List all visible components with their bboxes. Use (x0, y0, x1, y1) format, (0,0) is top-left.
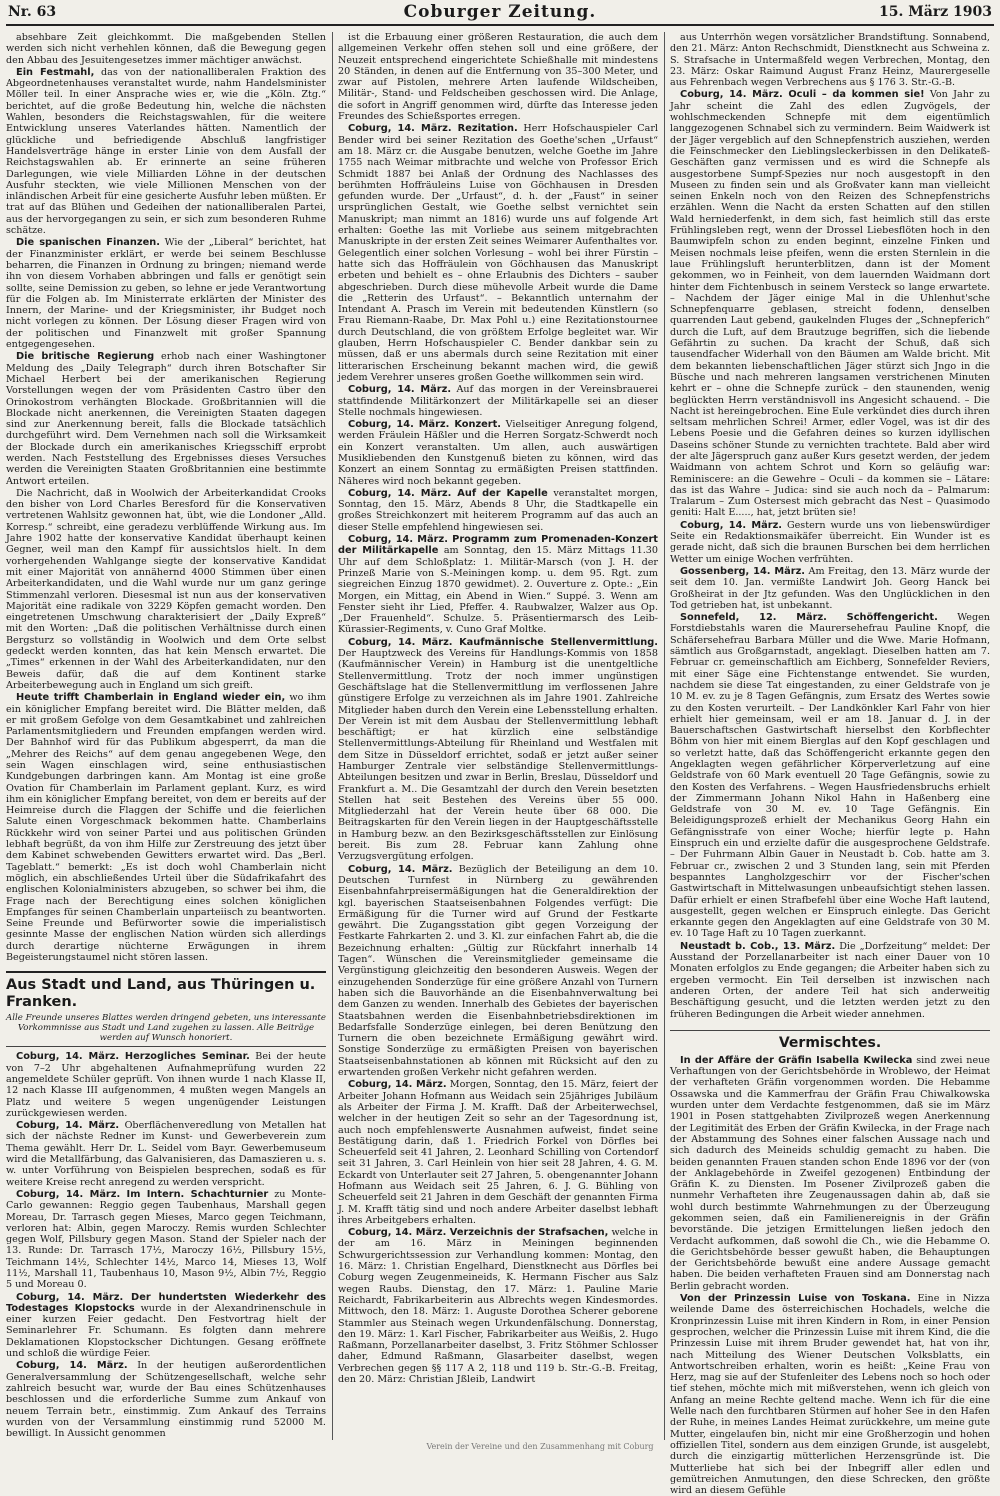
article-headline: Coburg, 14. März. Programm zum Promenaden-Konzert der Militärkapelle (338, 534, 658, 557)
column-1 (6, 32, 326, 1440)
section-heading: Vermischtes. (670, 1030, 990, 1051)
article-text: welche in der am 16. März in Meiningen beginnenden Schwurgerichtssession zur Verhandlung kommen: Montag, den 16. März: 1. Christian Engelhard, Dienstknecht aus Dörfles bei Coburg wegen Zeugenmeineids, K. Hermann Fischer aus Salz wegen Raubs. Dienstag, den 17. März: 1. Pauline Marie Reichardt, Fabrikarbeiterin aus Albrechts wegen Kindesmordes. Mittwoch, den 18. März: 1. Auguste Dorothea Scherer geborene Stammler aus Steinach wegen Urkundenfälschung. Donnerstag, den 19. März: 1. Karl Fischer, Fabrikarbeiter aus Weißis, 2. Hugo Raßmann, Porzellanarbeiter daselbst, 3. Fritz Stöhmer Schlosser daher, Edmund Raßmann, Glasarbeiter daselbst, wegen Verbrechen gegen §§ 117 A 2, 118 und 119 b. Str.-G.-B. Freitag, den 20. März: Christian Jßleib, Landwirt (338, 1227, 658, 1386)
article-paragraph (6, 692, 326, 963)
article-headline: Coburg, 14. März. (348, 863, 453, 875)
article-paragraph (338, 488, 658, 533)
article-text: Die „Dorfzeitung“ meldet: Der Ausstand der Porzellanarbeiter ist nach einer Dauer von 10 Monaten erfolglos zu Ende gegangen; die Arbeiter haben sich zu ergeben vermocht. Ein Teil derselben ist inzwischen nach anderen Orten, der andere Teil hat sich anderweitig Beschäftigung gesucht, und die letzten werden jetzt zu den früheren Bedingungen die Arbeit wieder annehmen. (670, 940, 990, 1020)
article-paragraph (6, 32, 326, 66)
article-headline: Coburg, 14. März. (348, 1079, 447, 1091)
article-text: wo ihm ein königlicher Empfang bereitet wird. Die Blätter melden, daß er mit großem Gefolge von dem Gesamtkabinet und zahlreichen Parlamentsmitgliedern und Freunden empfangen werden wird. Der Bahnhof wird für das Publikum abgesperrt, da man die „Mehrer des Reichs“ auf dem genau angegebenen Wege, den sein Wagen einschlagen wird, seine enthusiastischen Kundgebungen darbringen kann. Am Montag ist eine große Ovation für Chamberlain im Parlament geplant. Kurz, es wird ihm ein königlicher Empfang bereitet, von dem er bereits auf der Heimreise durch die Flaggen der Schiffe und die feierlichen Salute einen Vorgeschmack bekommen hatte. Chamberlains Rückkehr wird von seiner Partei und aus politischen Gründen lebhaft begrüßt, da von ihm Hilfe zur Zerstreuung des jetzt über dem Kabinet schwebenden Gewitters erwartet wird. Das „Berl. Tageblatt.“ bemerkt: „Es ist doch wohl Chamberlain nicht möglich, ein abschließendes Urteil über die Südafrikafahrt des englischen Kolonialministers abzugeben, so schwer bei ihm, die Frage nach der Berechtigung eines solchen königlichen Empfanges für seinen Chamberlain unparteiisch zu beantworten. Seine Freunde und Befürworter sowie die imperialistisch gesinnte Masse der englischen Nation würden sich allerdings durch derartige nüchterne Erwägungen in ihrem Begeisterungstaumel nicht stören lassen. (6, 692, 326, 964)
article-text: Bezüglich der Beteiligung an dem 10. Deutschen Turnfest in Nürnberg zu gewährenden Eisenbahnfahrpreisermäßigungen hat die Generaldirektion der kgl. bayerischen Staatseisenbahnen Folgendes verfügt: Die Ermäßigung für die Turner wird auf Grund der Festkarte gewährt. Die Zugangsstation gibt gegen Vorzeigung der Festkarte Fahrkarten 2. und 3. Kl. zur einfachen Fahrt ab, die die Bezeichnung erhalten: „Gültig zur Rückfahrt innerhalb 14 Tagen“. Wünschen die Vereinsmitglieder gemeinsame die Vergünstigung gleichzeitig den besonderen Ausweis. Wegen der einzugehenden Sonderzüge für eine größere Anzahl von Turnern haben sich die Bauvorhände an die Eisenbahnverwaltung bei dem Ganzen zu wenden. Innerhalb des Gebietes der bayerischen Staatsbahnen werden die Eisenbahnbetriebsdirektionen im Bedarfsfalle Sonderzüge einlegen, bei deren Benützung den Turnern die oben bezeichnete Ermäßigung gewährt wird. Sonstige Sonderzüge zu ermäßigten Preisen von bayerischen Staatseisenbahnstationen ab können mit Rücksicht auf den zu erwartenden großen Verkehr nicht gefahren werden. (338, 863, 658, 1079)
article-paragraph (338, 32, 658, 122)
section-heading: Aus Stadt und Land, aus Thüringen u. Franken. (6, 971, 326, 1011)
article-paragraph (6, 351, 326, 487)
article-headline: Sonnefeld, 12. März. Schöffengericht. (680, 612, 938, 624)
page-footer: Verein der Vereine und den Zusammenhang mit Coburg (426, 1442, 654, 1451)
issue-date: 15. März 1903 (879, 4, 992, 20)
article-headline: Coburg, 14. März. Der hundertsten Wiederkehr des Todestages Klopstocks (6, 1291, 326, 1314)
article-paragraph (6, 1189, 326, 1291)
article-paragraph (670, 566, 990, 611)
section-notice: Alle Freunde unseres Blattes werden dringend gebeten, uns interessante Vorkommnisse aus Stadt und Land zugehen zu lassen. Alle Beiträge werden auf Wunsch honoriert. (6, 1013, 326, 1047)
column-divider (664, 32, 665, 1440)
article-headline: Von der Prinzessin Luise von Toskana. (680, 1293, 911, 1305)
article-text: Wie der „Liberal“ berichtet, hat der Finanzminister erklärt, er werde bei seinem Beschlusse beharren, die Finanzen in Ordnung zu bringen; niemand werde ihn von diesem Vorhaben abbringen und falls er genötigt sein sollte, seine Demission zu geben, so lehne er jede Verantwortung für die Folgen ab. Im Ministerrate erklärten der Minister des Innern, der Marine- und der Kriegsminister, ihr Budget noch nicht vorlegen zu können. Der Lösung dieser Fragen wird von der politischen und Finanzwelt mit großer Spannung entgegengesehen. (6, 237, 326, 351)
article-text: erhob nach einer Washingtoner Meldung des „Daily Telegraph“ durch ihren Botschafter Sir Michael Herbert bei der amerikanischen Regierung Vorstellungen wegen der vom Präsidenten Castro über den Orinokostrom verhängten Blockade. Großbritannien will die Blockade nicht anerkennen, die Vereinigten Staaten dagegen sind zur Anerkennung bereit, falls die Blockade tatsächlich durchgeführt wird. Dem Vernehmen nach soll die Wirksamkeit der Blockade durch ein amerikanisches Kriegsschiff erprobt werden. Nach Feststellung des Ergebnisses dieses Versuches werden die Vereinigten Staaten Großbritannien eine bestimmte Antwort erteilen. (6, 351, 326, 487)
article-text: Auf das morgen in der Vereinsbrauerei stattfindende Militärkonzert der Militärkapelle sei an dieser Stelle nochmals hingewiesen. (338, 384, 659, 418)
article-text: Herr Hofschauspieler Carl Bender wird bei seiner Rezitation des Goethe'schen „Urfaust“ am 18. März cr. die Ausgabe benutzen, welche Goethe im Jahre 1755 nach Weimar mitbrachte und welche von Professor Erich Schmidt 1887 bei Anlaß der Ordnung des Nachlasses des berühmten Hoffräuleins Luise von Göchhausen in Dresden gefunden wurde. Der „Urfaust“, d. h. der „Faust“ in seiner ursprünglichen Gestalt, wie Goethe selbst vernichtet sein Manuskript; man nimmt an 1816) wurde uns auf folgende Art erhalten: Goethe las mit Vorliebe aus seinem mitgebrachten Manuskripte in der ersten Zeit seines Weimarer Aufenthaltes vor. Gelegentlich einer solchen Vorlesung – wohl bei ihrer Fürstin – hatte sich das Hoffräulein von Göchhausen das Manuskript erbeten und behielt es – ohne Erlaubnis des Dichters – sauber abgeschrieben. Durch diese mühevolle Arbeit wurde die Dame die „Retterin des Urfaust“. – Bekanntlich unternahm der Intendant A. Prasch im Verein mit bedeutenden Künstlern (so Frau Riemann-Raabe, Dr. Max Pohl u.) eine Rezitationstournee durch Deutschland, die von größtem Erfolge begleitet war. Wir glauben, Herrn Hofschauspieler C. Bender dankbar sein zu müssen, daß er uns abermals durch seine Rezitation mit einer litterarischen Erscheinung bekannt machen wird, die gewiß jedem Verehrer unseres großen Goethe willkommen sein wird. (338, 123, 658, 383)
article-paragraph (6, 488, 326, 691)
article-headline: Coburg, 14. März. Im Intern. Schachturnier (16, 1188, 269, 1200)
article-text: Am Freitag, den 13. März wurde der seit dem 10. Jan. vermißte Landwirt Joh. Georg Hanck bei Großheirat in der Jtz gefunden. Was den Unglücklichen in den Tod getrieben hat, ist unbekannt. (670, 565, 990, 611)
article-text: Bei der heute von 7–2 Uhr abgehaltenen Aufnahmeprüfung wurden 22 angemeldete Schüler geprüft. Von ihnen wurde 1 nach Klasse II, 12 nach Klasse III aufgenommen, 4 mußten wegen Mangels an Platz und weitere 5 wegen ungenügender Leistungen zurückgewiesen werden. (6, 1051, 326, 1119)
article-text: Der Hauptzweck des Vereins für Handlungs-Kommis von 1858 (Kaufmännischer Verein) in Hamburg ist die unentgeltliche Stellenvermittlung. Trotz der noch immer ungünstigen Geschäftslage hat die Stellenvermittlung im verflossenen Jahre günstigere Erfolge zu verzeichnen als im Jahre 1901. Zahlreiche Mitglieder haben durch den Verein eine Lebensstellung erhalten. Der Verein ist mit dem Ausbau der Stellenvermittlung lebhaft beschäftigt; er hat kürzlich eine selbständige Stellenvermittlungs-Abteilung für Rheinland und Westfalen mit dem Sitze in Düsseldorf errichtet, sodaß er jetzt außer seiner Hamburger Zentrale vier selbständige Stellenvermittlungs-Abteilungen besitzen und zwar in Berlin, Breslau, Düsseldorf und Frankfurt a. M.. Die Gesamtzahl der durch den Verein besetzten Stellen hat seit Bestehen des Vereins über 55 000. Mitgliederzahl hat der Verein heute über 68 000. Die Beitragskarten für den Verein liegen in der Hauptgeschäftsstelle in Hamburg bezw. an den Bezirksgeschäftsstellen zur Einlösung bereit. Bis zum 28. Februar kann Zahlung ohne Verzugsvergütung erfolgen. (338, 648, 658, 863)
article-headline: Coburg, 14. März. Oculi – da kommen sie! (680, 89, 925, 101)
article-text: absehbare Zeit gleichkommt. Die maßgebenden Stellen werden sich nicht verhehlen können, daß die Bewegung gegen den Abbau des Jesuitengesetzes immer mächtiger anwächst. (6, 32, 326, 66)
column-divider (332, 32, 333, 1440)
article-paragraph (338, 864, 658, 1079)
article-text: Wegen Forstdiebstahls waren die Maurersehefrau Pauline Knopf, die Schäfersehefrau Barbara Müller und die Wwe. Marie Hofmann, sämtlich aus Großgarnstadt, angeklagt. Dieselben hatten am 7. Februar cr. gemeinschaftlich am Eichberg, Sonnefelder Reviers, mit einer Säge eine Fichtenstange entwendet. Sie wurden, nachdem sie diese Tat eingestanden, zu einer Geldstrafe von je 10 M. ev. zu je 8 Tagen Gefängnis, zum Ersatz des Wertes sowie zu den Kosten verurteilt. – Der Landkönkler Karl Fahr von hier erhielt hier gemeinsam, weil er am 18. Januar d. J. in der Bauerschaftschen Gastwirtschaft hierselbst den Korbflechter Böhm von hier mit einem Bierglas auf den Kopf geschlagen und so verletzt hatte, daß das Schöffengericht erkannte gegen den Angeklagten wegen gefährlicher Körperverletzung auf eine Geldstrafe von 60 Mark eventuell 20 Tage Gefängnis, sowie zu den Kosten des Verfahrens. – Wegen Hausfriedensbruchs erhielt der Zimmermann Johann Nikol Hahn in Haßenberg eine Geldstrafe von 30 M. ev. 10 Tage Gefängnis. Ein Beleidigungsprozeß erhielt der Mechanikus Georg Hahn ein Gefängnisstrafe von einer Woche; hierfür legte p. Hahn Einspruch ein und erzielte dafür die ausgesprochene Geldstrafe. – Der Fuhrmann Albin Gauer in Neustadt b. Cob. hatte am 3. Februar cr., zwischen 2 und 3 Stunden lang, sein mit Pferden bespanntes Langholzgeschirr vor der Fischer'schen Gastwirtschaft in Mittelwasungen unbeaufsichtigt stehen lassen. Dafür erhielt er einen Strafbefehl über eine Woche Haft lautend, ausgestellt, gegen welchen er Einspruch einlegte. Das Gericht erkannte gegen den Angeklagten auf eine Geldstrafe von 30 M. ev. 10 Tage Haft zu 10 Tagen zuerkannt. (670, 612, 990, 940)
article-text: Oberflächenveredlung von Metallen hat sich der nächste Redner im Kunst- und Gewerbeverein zum Thema gewählt. Herr Dr. L. Seidel vom Bayr. Gewerbemuseum wird die Metallfärbung, das Galvanisieren, das Damaszieren u. s. w. unter Vorführung von Beispielen besprechen, sodaß es für weitere Kreise recht anregend zu werden verspricht. (6, 1120, 327, 1188)
article-text: In der heutigen außerordentlichen Generalversammlung der Schützengesellschaft, welche sehr zahlreich besucht war, wurde der Bau eines Schützenhauses beschlossen und die erforderliche Summe zum Ankauf von neuem Terrain betr., einstimmig. Zum Ankauf des Terrains wurden von der Versammlung einstimmig rund 52000 M. bewilligt. In Aussicht genommen (6, 1360, 327, 1440)
article-paragraph (670, 612, 990, 940)
article-headline: Coburg, 14. März. (16, 1360, 128, 1372)
article-headline: Coburg, 14. März. (680, 519, 783, 531)
article-paragraph (670, 32, 990, 88)
article-paragraph (338, 534, 658, 636)
article-paragraph (6, 237, 326, 350)
article-paragraph (338, 384, 658, 418)
article-headline: Coburg, 14. März. Kaufmännische Stellenvermittlung. (348, 636, 658, 648)
article-headline: Heute trifft Chamberlain in England wieder ein, (16, 692, 286, 704)
article-text: Vielseitiger Anregung folgend, werden Fräulein Häßler und die Herren Sorgatz-Schwerdt noch ein Konzert veranstalten. Um allen, auch auswärtigen Musikliebenden den Kunstgenuß bieten zu können, wird das Konzert an einem Sonntag zu ermäßigten Preisen stattfinden. Näheres wird noch bekannt gegeben. (338, 419, 658, 487)
article-text: ist die Erbauung einer größeren Restauration, die auch dem allgemeinen Verkehr offen stehen soll und eine größere, der Neuzeit entsprechend eingerichtete Schießhalle mit mindestens 20 Ständen, in denen auf die Entfernung von 35–300 Meter, und zwar auf Pistolen, mehrere Arten laufende Wildscheiben, Militär-, Stand- und Feldscheiben geschossen wird. Die Anlage, die sofort in Angriff genommen wird, dürfte das Interesse jeden Freundes des Schießsportes erregen. (338, 32, 658, 123)
article-text: sind zwei neue Verhaftungen von der Gerichtsbehörde in Wroblewo, der Heimat der verhafteten Gräfin vorgenommen worden. Die Hebamme Ossawska und die Kammerfrau der Gräfin Frau Chiwalkowska wurden unter dem Verdachte festgenommen, daß sie im März 1901 in Posen stattgehabten Zivilprozeß wegen Anerkennung der Legitimität des Erben der Gräfin Kwilecka, in der Frage nach der Abstammung des Sohnes einer falschen Aussage nach und sich dadurch des Meineids schuldig gemacht zu haben. Die beiden genannten Frauen standen schon Ende 1896 vor der (von der Anklagebehörde in Zweifel gezogenen) Entbindung der Gräfin K. zu Diensten. Im Posener Zivilprozeß gaben die nunmehr Verhafteten ihre Zeugenaussagen dahin ab, daß sie wohl durch bestimmte Wahrnehmungen zu der Überzeugung gekommen seien, daß ein Familienereignis in der Gräfin bevorstände. Die jetzigen Ermittelungen ließen jedoch den Verdacht aufkommen, daß sowohl die Ch., wie die Hebamme O. die Gerichtsbehörde besser gewußt haben, die Behauptungen der Gerichtsbehörde bewußt eine andere Aussage gemacht haben. Die beiden verhafteten Frauen sind am Donnerstag nach Berlin gebracht worden. (670, 1054, 990, 1292)
article-text: aus Unterrhön wegen vorsätzlicher Brandstiftung. Sonnabend, den 21. März: Anton Rechschmidt, Dienstknecht aus Schweina z. S. Strafsache in Untermaßfeld wegen Verbrechen, Montag, den 23. März: Oskar Raimund August Franz Heinz, Maurergeselle aus Fehrenbach wegen Verbrechens aus § 176 3. Str.-G.-B. (670, 32, 990, 89)
article-text: veranstaltet morgen, Sonntag, den 15. März, Abends 8 Uhr, die Stadtkapelle ein großes Streichkonzert mit heiterem Programm auf das auch an dieser Stelle empfehlend hingewiesen sei. (338, 487, 658, 533)
article-headline: Coburg, 14. März. Rezitation. (348, 123, 518, 135)
article-paragraph (6, 1292, 326, 1360)
article-headline: Coburg, 14. März. (16, 1120, 120, 1132)
article-paragraph (338, 419, 658, 487)
article-headline: Die spanischen Finanzen. (16, 237, 160, 249)
article-text: am Sonntag, den 15. März Mittags 11.30 Uhr auf dem Schloßplatz: 1. Militär-Marsch (von J. H. der Prinzeß Marie von S.-Meiningen komp. u. dem 95. Rgt. zum siegreichen Einzug 1870 gewidmet). 2. Ouverture z. Opte.: „Ein Morgen, ein Mittag, ein Abend in Wien.“ Suppé. 3. Wenn am Fenster sieht ihr Lied, Pfeffer. 4. Raubwalzer, Walzer aus Op. „Der Frauenheld“. Schulze. 5. Präsentiermarsch des Leib-Kürassier-Regiments, v. Cuno Graf Moltke. (338, 545, 658, 636)
article-text: wurde in der Alexandrinenschule in einer kurzen Feier gedacht. Den Festvortrag hielt der Seminarlehrer Fr. Schumann. Es folgten dann mehrere Deklamationen Klopstockscher Dichtungen. Gesang eröffnete und schloß die würdige Feier. (6, 1302, 326, 1360)
article-headline: Coburg, 14. März. Konzert. (348, 419, 502, 431)
article-headline: Neustadt b. Cob., 13. März. (680, 940, 836, 952)
column-3 (670, 32, 990, 1496)
article-headline: Ein Festmahl, (16, 66, 95, 78)
article-paragraph (6, 1120, 326, 1188)
article-text: Die Nachricht, daß in Woolwich der Arbeiterkandidat Crooks den bisher von Lord Charles Beresford für die Konservativen vertretenen Wahlsitz gewonnen hat, übt, wie die Londoner „Alld. Korresp.“ schreibt, eine geradezu verblüffende Wirkung aus. Im Jahre 1902 hatte der konservative Kandidat überhaupt keinen Gegner, weil man den Kampf für aussichtslos hielt. In dem vorhergehenden Wahlgange siegte der konservative Kandidat mit einer Majorität von annähernd 4000 Stimmen über einen Arbeiterkandidaten, und die Wahl wurde nur um ganz geringe Stimmenzahl verloren. Diesesmal ist nun aus der konservativen Majorität eine radikale von 3229 Köpfen gemacht worden. Den eingetretenen Umschwung charakterisiert der „Daily Expreß“ mit den Worten: „Daß die politischen Verhältnisse durch einen Bergsturz so vollständig in Woolwich und dem Orte selbst gedeckt werden konnten, das hat kein Mensch erwartet. Die „Times“ erkennen in der Wahl des Arbeiterkandidaten, nur den Beweis dafür, daß die auf dem Kontinent starke Arbeiterbewegung auch in England um sich greift. (6, 487, 326, 691)
article-paragraph (338, 637, 658, 863)
article-paragraph (670, 89, 990, 518)
article-paragraph (670, 1293, 990, 1496)
article-paragraph (6, 1360, 326, 1439)
article-headline: Coburg, 14. März. Auf der Kapelle (348, 487, 548, 499)
article-paragraph (6, 67, 326, 236)
article-text: Morgen, Sonntag, den 15. März, feiert der Arbeiter Johann Hofmann aus Weidach sein 25jähriges Jubiläum als Arbeiter der Firma J. M. Krafft. Daß der Arbeiterwechsel, welcher in der heutigen Zeit so sehr an der Tagesordnung ist, auch noch empfehlenswerte Ausnahmen aufweist, findet seine Bestätigung darin, daß 1. Friedrich Forkel von Dörfles bei Scheuerfeld seit 41 Jahren, 2. Leonhard Schilling von Cortendorf seit 31 Jahren, 3. Carl Heinlein von hier seit 28 Jahren, 4. G. M. Eckardt von Unterlauter seit 27 Jahren, 5. obengenannter Johann Hofmann aus Weidach seit 25 Jahren, 6. J. G. Bühling von Scheuerfeld seit 21 Jahren in dem Geschäft der genannten Firma J. M. Krafft tätig sind und noch andere Arbeiter daselbst lebhaft ihres Arbeitgebers erhalten. (338, 1079, 658, 1226)
article-text: Eine in Nizza weilende Dame des österreichischen Hochadels, welche die Kronprinzessin Luise mit ihren Kindern in Rom, in einer Pension gesprochen, welcher die Prinzessin Luise mit ihrem Kind, die die Prinzessin Luise mit ihrem Bruder gewendet hat, hat von ihr, nach Mitteilung des Wiener Deutschen Volksblatts, ein Antwortschreiben erhalten, worin es heißt: „Keine Frau von Herz, mag sie auf der Stufenleiter des Lebens noch so hoch oder tief stehen, möchte mich mit mißverstehen, wenn ich gleich von Anfang an meine Rechte geltend mache. Wenn ich für die eine Welle nach den furchtbaren Stürmen auf hoher See in den Hafen der Ruhe, in meines Landes Heimat zurückkehre, um meine gute Mutter, eingelaufen bin, nicht mir eine Großherzogin und hohen offiziellen Titel, sondern aus dem einzigen Grunde, ist ausgelebt, durch die einzigartig mütterlichen Herzensgründe ist. Die Mutterliebe hat sich bei der Inbegriff aller edlen und gemütreichen Anmutungen, den diese Schrecken, den größte wird an diesem Gefühle (670, 1293, 990, 1496)
article-paragraph (338, 1227, 658, 1385)
article-paragraph (338, 1079, 658, 1226)
issue-number: Nr. 63 (8, 4, 57, 20)
article-text: zu Monte-Carlo gewannen: Reggio gegen Taubenhaus, Marshall gegen Moreau, Dr. Tarrasch gegen Mieses, Marco gegen Teichmann, verloren hat: Albin, gegen Maroczy. Remis wurden Schlechter gegen Wolf, Pillsbury gegen Mason. Stand der Spieler nach der 13. Runde: Dr. Tarrasch 17½, Maroczy 16½, Pillsbury 15½, Teichmann 14½, Schlechter 14½, Marco 14, Mieses 13, Wolf 11½, Marshall 11, Taubenhaus 10, Mason 9½, Albin 7½, Reggio 5 und Moreau 0. (6, 1188, 326, 1291)
article-text: das von der nationalliberalen Fraktion des Abgeordnetenhauses veranstaltet wurde, nahm Handelsminister Möller teil. In einer Ansprache wies er, wie die „Köln. Ztg.“ berichtet, auf die große Bedeutung hin, welche die nächsten Wahlen, besonders die Reichstagswahlen, für die weitere Entwicklung unseres Vaterlandes hätten. Namentlich der glückliche und befriedigende Abschluß langfristiger Handelsverträge hänge in erster Linie von dem Ausfall der Reichstagswahlen ab. Er erinnerte an seine früheren Darlegungen, wie viele Milliarden Löhne in der deutschen Ausfuhr steckten, wie viele Millionen Menschen von der inländischen Arbeit für eine gesicherte Ausfuhr leben müßten. Er trat auf das Blühen und Gedeihen der nationalliberalen Partei, aus der hervorgegangen zu sein, er sich zum besonderen Ruhme schätze. (6, 66, 326, 237)
article-paragraph (670, 941, 990, 1020)
article-headline: Die britische Regierung (16, 351, 155, 363)
article-headline: Coburg, 14. März. Verzeichnis der Strafsachen, (348, 1227, 609, 1239)
newspaper-title: Coburger Zeitung. (403, 2, 597, 22)
article-headline: Gossenberg, 14. März. (680, 565, 805, 577)
article-paragraph (338, 123, 658, 383)
article-paragraph (670, 520, 990, 565)
article-headline: Coburg, 14. März. Herzogliches Seminar. (16, 1051, 250, 1063)
masthead (6, 2, 994, 26)
article-paragraph (6, 1051, 326, 1119)
article-text: Von Jahr zu Jahr scheint die Zahl des edlen Zugvögels, der wohlschmeckenden Schnepfe mit dem eigentümlich langgezogenen Schnabel sich zu vermindern. Beim Waidwerk ist der Jäger vergeblich auf den Schnepfenstrich ausziehen, werden die Feinschmecker den Lieblingsleckerbissen in den Delikateß-Geschäften ganz vermissen und es wird die Schnepfe als ausgestorbene Sumpf-Spezies nur noch ausgestopft in den Museen zu finden sein und als Großvater kann man vielleicht seinen Enkeln noch von den Reizen des Schnepfenstrichs erzählen. Wenn die Nacht da ersten Schatten auf den stillen Wald herniederfenkt, in dem sich, fast heimlich still das erste Frühlingsleben regt, wenn der Drossel Liebesflöten hoch in den Baumwipfeln schon zu enden beginnt, einzelne Finken und Meisen nochmals leise pfeifen, wenn die ersten Sternlein in die laue Frühlingsluft herunterblitzen, dann ist der Moment gekommen, wo in Feinheit, von dem lauernden Waidmann dort hinter dem Fichtenbusch in seinem Versteck so lange erwartete. – Nachdem der Jäger einige Mal in die Uhlenhut'sche Schnepfenquarre geblasen, streicht fodenn, denselben quarrenden Laut gebend, gaukelnden Fluges der „Schnepferich“ durch die Luft, auf dem Brautzuge begriffen, sich die liebende Gefährtin zu suchen. Da kracht der Schuß, daß sich tausendfacher Widerhall von den Bäumen am Walde bricht. Mit dem bekannten liebenschaftlichen Jäger stürzt sich Jngo in die Büsche und nach mehreren langsamen verstrichenen Minuten kehrt er – ohne die Schnepfe zurück – den staunenden, wenig beglückten Herrn verständnisvoll ins Angesicht schauend. – Die Nacht ist hereingebrochen. Eine Eule verkündet dies durch ihren seltsam mehrlichen Schrei! Armer, edler Vogel, was ist dir des Lebens Poesie und die Gefahren deines so kurzen idyllischen Daseins schöner Stunde zu vernichten trachtete. Bald aber wird der alte Jägerspruch ganz außer Kurs gesetzt werden, der jedem Waidmann von achtem Schrot und Korn so geläufig war: Reminiscere: an die Gewehre – Oculi – da kommen sie – Lätare: das ist das Wahre – Judica: sind sie auch noch da – Palmarum: Tralarum – Zum Ostersest mich gebracht das Nest – Quasimodo geniti: Halt E....., hat, jetzt brüten sie! (670, 89, 990, 519)
article-paragraph (670, 1055, 990, 1292)
article-headline: In der Affäre der Gräfin Isabella Kwilecka (680, 1054, 913, 1066)
article-headline: Coburg, 14. März. (348, 384, 452, 396)
article-text: Gestern wurde uns von liebenswürdiger Seite ein Redaktionsmaikäfer überreicht. Ein Wunder ist es gerade nicht, daß sich die braunen Burschen bei dem herrlichen Wetter um einige Wochen verfrühten. (670, 519, 990, 565)
column-2 (338, 32, 658, 1440)
